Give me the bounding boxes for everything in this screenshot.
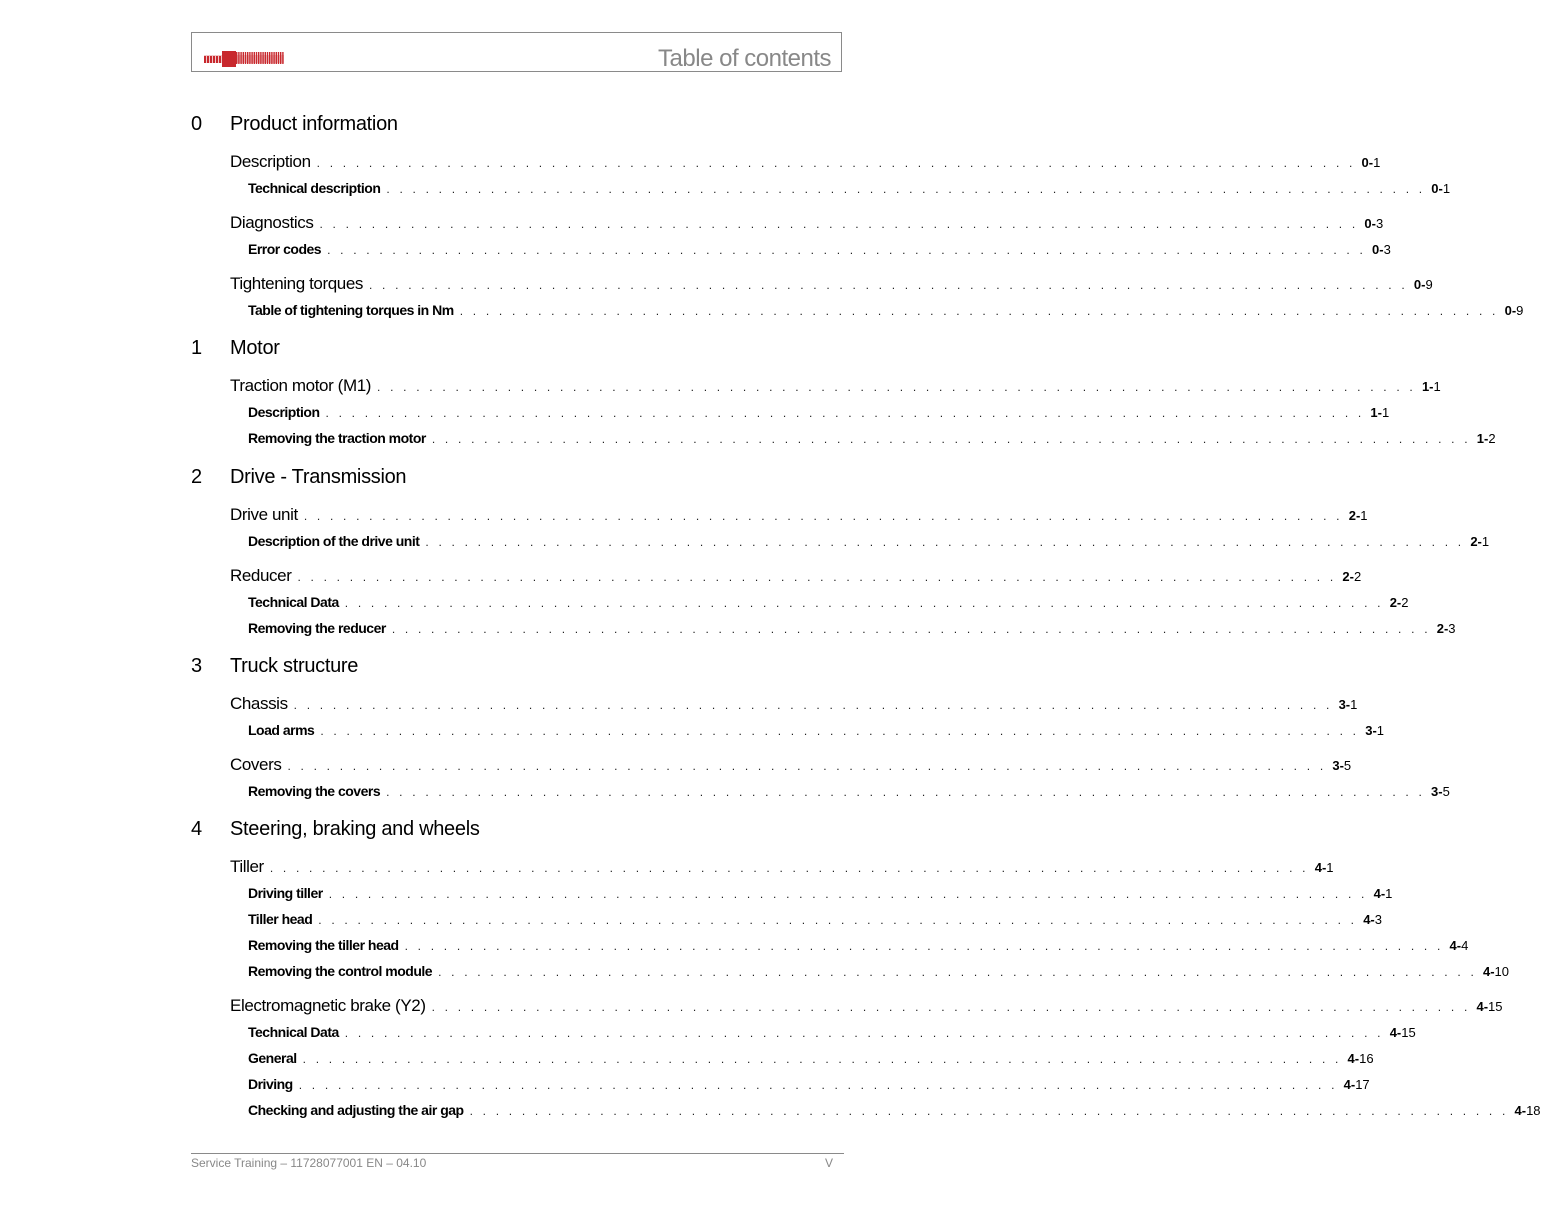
- entry-chapter-prefix: 4-: [1347, 1051, 1360, 1066]
- toc-section-entry[interactable]: [230, 566, 1362, 588]
- toc-subsection-entry[interactable]: [248, 620, 1456, 642]
- chapter-title: Motor: [230, 337, 280, 359]
- toc-subsection-entry[interactable]: [248, 1102, 1541, 1124]
- entry-page-number: 3: [1375, 216, 1384, 231]
- entry-page-number: 3: [1383, 242, 1391, 257]
- entry-label: Tiller head: [248, 911, 313, 927]
- entry-chapter-prefix: 2-: [1470, 534, 1482, 549]
- entry-chapter-prefix: 0-: [1364, 216, 1376, 231]
- entry-label: Technical Data: [248, 1024, 339, 1040]
- entry-chapter-prefix: 0-: [1361, 155, 1374, 170]
- entry-chapter-prefix: 4-: [1514, 1103, 1527, 1118]
- dot-leader: . . . . . . . . . . . . . . . . . . . . . . . . . . . . . . . . . . . . . . . . . . . . . . . . . . . . . . . . . . . . . . . . . . . . . . . . . . . . . . . .: [431, 432, 1471, 446]
- chapter-title: Product information: [230, 113, 398, 135]
- toc-section-entry[interactable]: [230, 996, 1503, 1018]
- entry-page-number: 1: [1481, 534, 1490, 549]
- dot-leader: . . . . . . . . . . . . . . . . . . . . . . . . . . . . . . . . . . . . . . . . . . . . . . . . . . . . . . . . . . . . . . . . . . . . . . . . . . . . . . . .: [287, 759, 1327, 773]
- entry-page-number: 1: [1442, 181, 1451, 196]
- toc-subsection-entry[interactable]: [248, 885, 1393, 907]
- page-title: Table of contents: [658, 45, 831, 72]
- dot-leader: . . . . . . . . . . . . . . . . . . . . . . . . . . . . . . . . . . . . . . . . . . . . . . . . . . . . . . . . . . . . . . . . . . . . . . . . . . . . . . . .: [269, 861, 1309, 875]
- toc-subsection-entry[interactable]: [248, 1050, 1374, 1072]
- entry-chapter-prefix: 3-: [1365, 723, 1377, 738]
- entry-page-number: 3: [1448, 621, 1456, 636]
- entry-chapter-prefix: 2-: [1436, 621, 1449, 636]
- entry-chapter-prefix: 4-: [1363, 912, 1375, 927]
- toc-subsection-entry[interactable]: [248, 1024, 1416, 1046]
- toc-subsection-entry[interactable]: [248, 533, 1490, 555]
- entry-label: Tightening torques: [230, 274, 363, 293]
- entry-chapter-prefix: 0-: [1431, 181, 1443, 196]
- dot-leader: . . . . . . . . . . . . . . . . . . . . . . . . . . . . . . . . . . . . . . . . . . . . . . . . . . . . . . . . . . . . . . . . . . . . . . . . . . . . . . . .: [298, 1078, 1338, 1092]
- entry-label: General: [248, 1050, 297, 1066]
- dot-leader: . . . . . . . . . . . . . . . . . . . . . . . . . . . . . . . . . . . . . . . . . . . . . . . . . . . . . . . . . . . . . . . . . . . . . . . . . . . . . . . .: [297, 570, 1337, 584]
- entry-label: Traction motor (M1): [230, 376, 372, 395]
- entry-label: Description: [230, 152, 311, 171]
- entry-chapter-prefix: 4-: [1476, 999, 1489, 1014]
- dot-leader: . . . . . . . . . . . . . . . . . . . . . . . . . . . . . . . . . . . . . . . . . . . . . . . . . . . . . . . . . . . . . . . . . . . . . . . . . . . . . . . .: [425, 535, 1465, 549]
- entry-label: Removing the control module: [248, 963, 433, 979]
- entry-page-number: 4: [1461, 938, 1469, 953]
- toc-section-entry[interactable]: [230, 376, 1441, 398]
- toc-subsection-entry[interactable]: [248, 937, 1469, 959]
- dot-leader: . . . . . . . . . . . . . . . . . . . . . . . . . . . . . . . . . . . . . . . . . . . . . . . . . . . . . . . . . . . . . . . . . . . . . . . . . . . . . . . .: [320, 724, 1360, 738]
- dot-leader: . . . . . . . . . . . . . . . . . . . . . . . . . . . . . . . . . . . . . . . . . . . . . . . . . . . . . . . . . . . . . . . . . . . . . . . . . . . . . . . .: [469, 1104, 1509, 1118]
- chapter-number: 2: [191, 466, 202, 488]
- dot-leader: . . . . . . . . . . . . . . . . . . . . . . . . . . . . . . . . . . . . . . . . . . . . . . . . . . . . . . . . . . . . . . . . . . . . . . . . . . . . . . . .: [344, 1026, 1384, 1040]
- entry-chapter-prefix: 3-: [1431, 784, 1443, 799]
- entry-page-number: 1: [1376, 723, 1385, 738]
- entry-page-number: 1: [1326, 860, 1334, 875]
- entry-label: Chassis: [230, 694, 288, 713]
- entry-page-number: 1: [1381, 405, 1390, 420]
- toc-section-entry[interactable]: [230, 213, 1384, 235]
- entry-chapter-prefix: 0-: [1413, 277, 1426, 292]
- entry-chapter-prefix: 1-: [1476, 431, 1489, 446]
- entry-page-number: 3: [1374, 912, 1382, 927]
- footer-text: Service Training – 11728077001 EN – 04.10: [191, 1156, 427, 1170]
- entry-label: Removing the reducer: [248, 620, 386, 636]
- toc-section-entry[interactable]: [230, 152, 1381, 174]
- toc-section-entry[interactable]: [230, 274, 1433, 296]
- entry-chapter-prefix: 1-: [1421, 379, 1434, 394]
- toc-subsection-entry[interactable]: [248, 302, 1524, 324]
- dot-leader: . . . . . . . . . . . . . . . . . . . . . . . . . . . . . . . . . . . . . . . . . . . . . . . . . . . . . . . . . . . . . . . . . . . . . . . . . . . . . . . .: [438, 965, 1477, 979]
- entry-page-number: 10: [1494, 964, 1510, 979]
- toc-section-entry[interactable]: [230, 505, 1368, 527]
- entry-chapter-prefix: 4-: [1314, 860, 1327, 875]
- dot-leader: . . . . . . . . . . . . . . . . . . . . . . . . . . . . . . . . . . . . . . . . . . . . . . . . . . . . . . . . . . . . . . . . . . . . . . . . . . . . . . . .: [316, 156, 1356, 170]
- entry-label: Electromagnetic brake (Y2): [230, 996, 426, 1015]
- entry-page-number: 16: [1359, 1051, 1374, 1066]
- entry-chapter-prefix: 4-: [1449, 938, 1462, 953]
- entry-page-number: 18: [1526, 1103, 1541, 1118]
- footer-page-number: V: [824, 1156, 833, 1170]
- dot-leader: . . . . . . . . . . . . . . . . . . . . . . . . . . . . . . . . . . . . . . . . . . . . . . . . . . . . . . . . . . . . . . . . . . . . . . . . . . . . . . . .: [318, 913, 1358, 927]
- entry-label: Diagnostics: [230, 213, 314, 232]
- chapter-title: Steering, braking and wheels: [230, 818, 480, 840]
- dot-leader: . . . . . . . . . . . . . . . . . . . . . . . . . . . . . . . . . . . . . . . . . . . . . . . . . . . . . . . . . . . . . . . . . . . . . . . . . . . . . . . .: [386, 785, 1426, 799]
- toc-subsection-entry[interactable]: [248, 722, 1385, 744]
- dot-leader: . . . . . . . . . . . . . . . . . . . . . . . . . . . . . . . . . . . . . . . . . . . . . . . . . . . . . . . . . . . . . . . . . . . . . . . . . . . . . . . .: [328, 887, 1368, 901]
- toc-subsection-entry[interactable]: [248, 963, 1510, 985]
- entry-label: Removing the traction motor: [248, 430, 426, 446]
- dot-leader: . . . . . . . . . . . . . . . . . . . . . . . . . . . . . . . . . . . . . . . . . . . . . . . . . . . . . . . . . . . . . . . . . . . . . . . . . . . . . . . .: [431, 1000, 1471, 1014]
- dot-leader: . . . . . . . . . . . . . . . . . . . . . . . . . . . . . . . . . . . . . . . . . . . . . . . . . . . . . . . . . . . . . . . . . . . . . . . . . . . . . . . .: [327, 243, 1366, 257]
- toc-subsection-entry[interactable]: [248, 241, 1391, 263]
- dot-leader: . . . . . . . . . . . . . . . . . . . . . . . . . . . . . . . . . . . . . . . . . . . . . . . . . . . . . . . . . . . . . . . . . . . . . . . . . . . . . . . .: [377, 380, 1416, 394]
- entry-page-number: 2: [1353, 569, 1362, 584]
- entry-label: Table of tightening torques in Nm: [248, 302, 454, 318]
- toc-subsection-entry[interactable]: [248, 911, 1382, 933]
- entry-chapter-prefix: 4-: [1343, 1077, 1356, 1092]
- entry-page-number: 1: [1433, 379, 1441, 394]
- entry-label: Error codes: [248, 241, 322, 257]
- entry-page-number: 15: [1488, 999, 1503, 1014]
- entry-label: Drive unit: [230, 505, 298, 524]
- entry-label: Removing the covers: [248, 783, 381, 799]
- dot-leader: . . . . . . . . . . . . . . . . . . . . . . . . . . . . . . . . . . . . . . . . . . . . . . . . . . . . . . . . . . . . . . . . . . . . . . . . . . . . . . . .: [344, 596, 1384, 610]
- entry-page-number: 2: [1488, 431, 1496, 446]
- entry-label: Load arms: [248, 722, 315, 738]
- dot-leader: . . . . . . . . . . . . . . . . . . . . . . . . . . . . . . . . . . . . . . . . . . . . . . . . . . . . . . . . . . . . . . . . . . . . . . . . . . . . . . . .: [293, 698, 1333, 712]
- entry-page-number: 2: [1401, 595, 1409, 610]
- entry-page-number: 5: [1442, 784, 1450, 799]
- entry-page-number: 1: [1360, 508, 1368, 523]
- toc-section-entry[interactable]: [230, 857, 1334, 879]
- dot-leader: . . . . . . . . . . . . . . . . . . . . . . . . . . . . . . . . . . . . . . . . . . . . . . . . . . . . . . . . . . . . . . . . . . . . . . . . . . . . . . . .: [459, 304, 1499, 318]
- entry-page-number: 9: [1516, 303, 1524, 318]
- toc-subsection-entry[interactable]: [248, 783, 1450, 805]
- entry-label: Description of the drive unit: [248, 533, 420, 549]
- entry-chapter-prefix: 2-: [1342, 569, 1354, 584]
- chapter-title: Truck structure: [230, 655, 359, 677]
- entry-chapter-prefix: 2-: [1348, 508, 1361, 523]
- toc-section-entry[interactable]: [230, 755, 1352, 777]
- entry-label: Tiller: [230, 857, 264, 876]
- dot-leader: . . . . . . . . . . . . . . . . . . . . . . . . . . . . . . . . . . . . . . . . . . . . . . . . . . . . . . . . . . . . . . . . . . . . . . . . . . . . . . . .: [319, 217, 1359, 231]
- toc-subsection-entry[interactable]: [248, 404, 1390, 426]
- dot-leader: . . . . . . . . . . . . . . . . . . . . . . . . . . . . . . . . . . . . . . . . . . . . . . . . . . . . . . . . . . . . . . . . . . . . . . . . . . . . . . . .: [386, 182, 1426, 196]
- dot-leader: . . . . . . . . . . . . . . . . . . . . . . . . . . . . . . . . . . . . . . . . . . . . . . . . . . . . . . . . . . . . . . . . . . . . . . . . . . . . . . . .: [325, 406, 1365, 420]
- dot-leader: . . . . . . . . . . . . . . . . . . . . . . . . . . . . . . . . . . . . . . . . . . . . . . . . . . . . . . . . . . . . . . . . . . . . . . . . . . . . . . . .: [302, 1052, 1342, 1066]
- dot-leader: . . . . . . . . . . . . . . . . . . . . . . . . . . . . . . . . . . . . . . . . . . . . . . . . . . . . . . . . . . . . . . . . . . . . . . . . . . . . . . . .: [404, 939, 1444, 953]
- toc-subsection-entry[interactable]: [248, 180, 1451, 202]
- entry-chapter-prefix: 3-: [1338, 697, 1351, 712]
- entry-label: Description: [248, 404, 320, 420]
- chapter-number: 4: [191, 818, 202, 840]
- entry-label: Checking and adjusting the air gap: [248, 1102, 464, 1118]
- entry-chapter-prefix: 0-: [1504, 303, 1517, 318]
- entry-chapter-prefix: 3-: [1332, 758, 1344, 773]
- entry-chapter-prefix: 4-: [1373, 886, 1386, 901]
- entry-label: Covers: [230, 755, 282, 774]
- toc-subsection-entry[interactable]: [248, 430, 1496, 452]
- entry-page-number: 5: [1343, 758, 1352, 773]
- toc-section-entry[interactable]: [230, 694, 1358, 716]
- dot-leader: . . . . . . . . . . . . . . . . . . . . . . . . . . . . . . . . . . . . . . . . . . . . . . . . . . . . . . . . . . . . . . . . . . . . . . . . . . . . . . . .: [391, 622, 1431, 636]
- entry-chapter-prefix: 4-: [1389, 1025, 1402, 1040]
- entry-label: Removing the tiller head: [248, 937, 399, 953]
- chapter-number: 0: [191, 113, 202, 135]
- chapter-title: Drive - Transmission: [230, 466, 407, 488]
- entry-chapter-prefix: 2-: [1389, 595, 1402, 610]
- entry-page-number: 1: [1385, 886, 1393, 901]
- entry-label: Reducer: [230, 566, 292, 585]
- entry-page-number: 17: [1355, 1077, 1370, 1092]
- toc-subsection-entry[interactable]: [248, 594, 1409, 616]
- chapter-number: 1: [191, 337, 202, 359]
- entry-page-number: 1: [1373, 155, 1381, 170]
- entry-label: Driving: [248, 1076, 293, 1092]
- entry-page-number: 15: [1401, 1025, 1416, 1040]
- chapter-number: 3: [191, 655, 202, 677]
- entry-chapter-prefix: 4-: [1482, 964, 1495, 979]
- entry-label: Technical Data: [248, 594, 339, 610]
- dot-leader: . . . . . . . . . . . . . . . . . . . . . . . . . . . . . . . . . . . . . . . . . . . . . . . . . . . . . . . . . . . . . . . . . . . . . . . . . . . . . . . .: [368, 278, 1408, 292]
- toc-subsection-entry[interactable]: [248, 1076, 1370, 1098]
- entry-page-number: 1: [1350, 697, 1358, 712]
- entry-chapter-prefix: 0-: [1372, 242, 1384, 257]
- entry-label: Technical description: [248, 180, 381, 196]
- footer-divider: [191, 1153, 844, 1154]
- entry-page-number: 9: [1425, 277, 1433, 292]
- dot-leader: . . . . . . . . . . . . . . . . . . . . . . . . . . . . . . . . . . . . . . . . . . . . . . . . . . . . . . . . . . . . . . . . . . . . . . . . . . . . . . . .: [303, 509, 1343, 523]
- entry-chapter-prefix: 1-: [1370, 405, 1382, 420]
- entry-label: Driving tiller: [248, 885, 323, 901]
